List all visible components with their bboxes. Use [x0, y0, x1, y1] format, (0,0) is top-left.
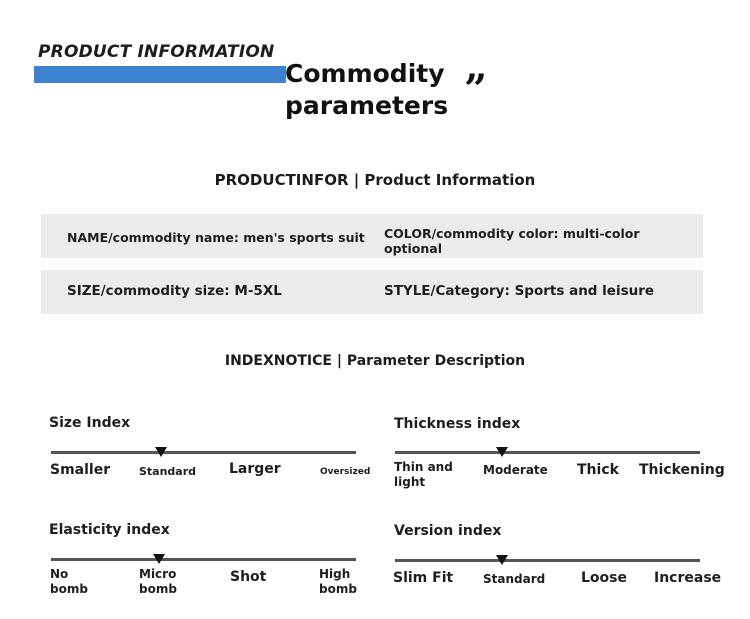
page-title-line1: Commodity	[285, 59, 445, 88]
elasticity-index-label: No bomb	[50, 567, 88, 596]
size-index-title: Size Index	[49, 415, 131, 431]
product-row-1	[41, 214, 703, 258]
elasticity-index-label: High bomb	[319, 567, 357, 596]
page-title	[285, 58, 448, 122]
elasticity-index-label: Shot	[230, 569, 267, 585]
thickness-index-scale	[395, 451, 700, 454]
version-index-label: Standard	[483, 572, 546, 586]
thickness-index-label: Moderate	[483, 463, 548, 477]
product-color: COLOR/commodity color: multi-color optional	[384, 226, 640, 256]
size-index-label: Larger	[229, 461, 281, 477]
thickness-index-label: Thick	[577, 462, 619, 478]
thickness-index-marker-icon	[496, 447, 508, 457]
thickness-index-label: Thin and light	[394, 460, 453, 489]
version-index-label: Slim Fit	[393, 570, 454, 586]
size-index-label: Smaller	[50, 462, 111, 478]
version-index-marker-icon	[496, 555, 508, 565]
header-tag: PRODUCT INFORMATION	[38, 42, 275, 62]
product-name: NAME/commodity name: men's sports suit	[67, 230, 365, 245]
index-heading: INDEXNOTICE | Parameter Description	[224, 353, 526, 369]
size-index-scale	[51, 451, 356, 454]
size-index-label: Oversized	[320, 467, 371, 477]
thickness-index-title: Thickness index	[394, 416, 521, 432]
product-row-2	[41, 270, 703, 314]
elasticity-index-marker-icon	[153, 554, 165, 564]
version-index-label: Increase	[654, 570, 722, 586]
version-index-label: Loose	[581, 570, 627, 586]
elasticity-index-title: Elasticity index	[49, 522, 170, 538]
product-style: STYLE/Category: Sports and leisure	[384, 283, 655, 299]
size-index-label: Standard	[139, 465, 197, 478]
thickness-index-label: Thickening	[639, 462, 725, 478]
page-title-line2: parameters	[285, 91, 449, 120]
size-index-marker-icon	[155, 447, 167, 457]
accent-bar	[34, 66, 286, 83]
version-index-scale	[395, 559, 700, 562]
product-info-heading: PRODUCTINFOR | Product Information	[214, 171, 536, 189]
product-size: SIZE/commodity size: M-5XL	[67, 283, 282, 299]
quote-mark-icon: ”	[464, 66, 488, 113]
elasticity-index-scale	[51, 558, 356, 561]
version-index-title: Version index	[394, 523, 502, 539]
elasticity-index-label: Micro bomb	[139, 567, 177, 596]
